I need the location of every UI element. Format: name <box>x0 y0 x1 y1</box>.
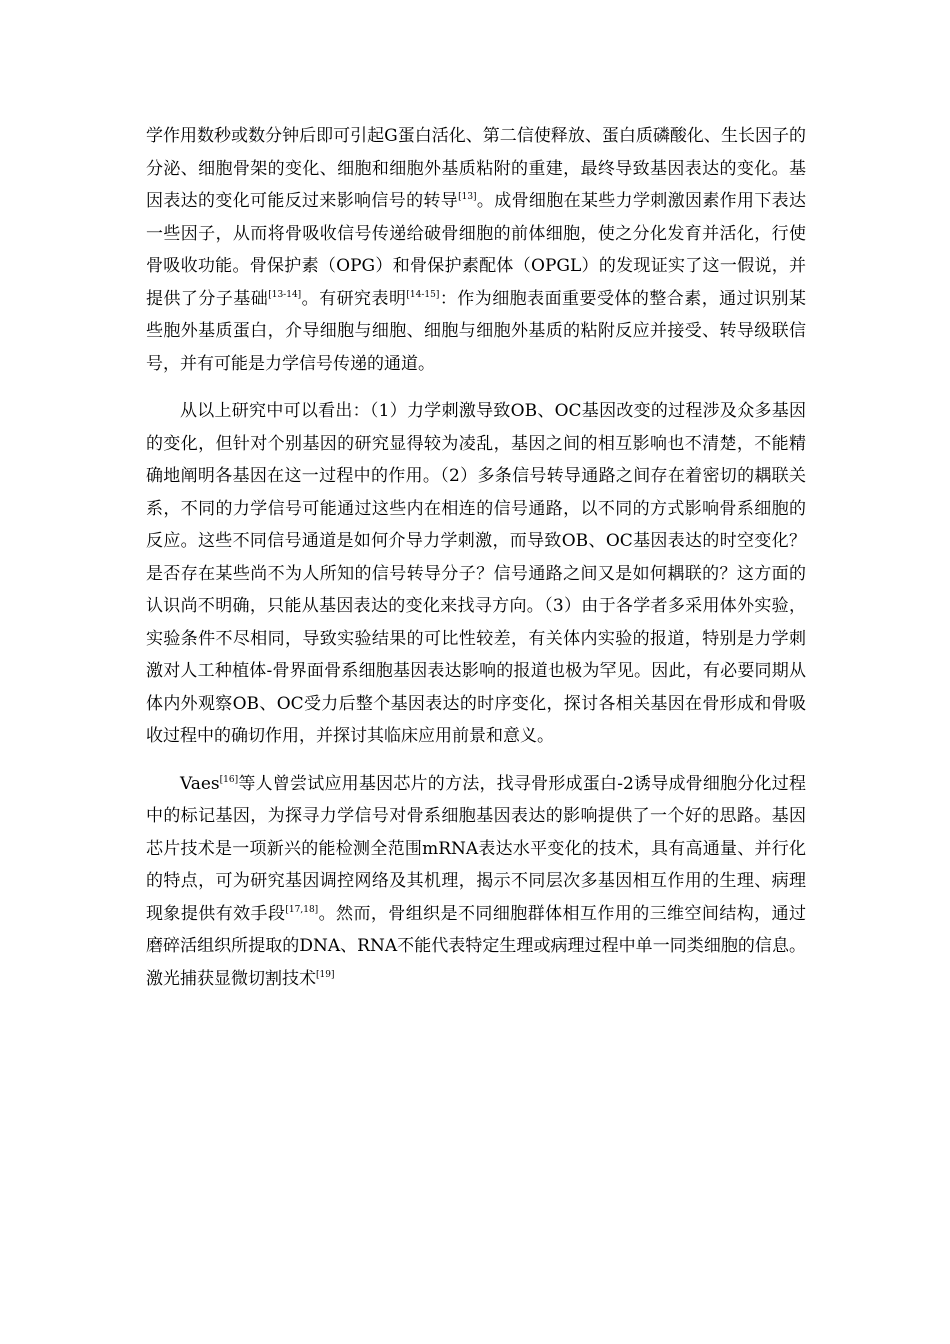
paragraph-2 <box>146 395 806 753</box>
text-run: 从以上研究中可以看出：（1）力学刺激导致OB、OC基因改变的过程涉及众多基因的变化，但针对个别基因的研究显得较为凌乱，基因之间的相互影响也不清楚，不能精确地阐明各基因在这一过程中的作用。（2）多条信号转导通路之间存在着密切的耦联关系，不同的力学信号可能通过这些内在相连的信号通路，以不同的方式影响骨系细胞的反应。这些不同信号通道是如何介导力学刺激，而导致OB、OC基因表达的时空变化？是否存在某些尚不为人所知的信号转导分子？信号通路之间又是如何耦联的？这方面的认识尚不明确，只能从基因表达的变化来找寻方向。（3）由于各学者多采用体外实验，实验条件不尽相同，导致实验结果的可比性较差，有关体内实验的报道，特别是力学刺激对人工种植体-骨界面骨系细胞基因表达影响的报道也极为罕见。因此，有必要同期从体内外观察OB、OC受力后整个基因表达的时序变化，探讨各相关基因在骨形成和骨吸收过程中的确切作用，并探讨其临床应用前景和意义。 <box>146 401 806 746</box>
citation: [17,18] <box>285 904 319 915</box>
text-run: 。成骨细胞在某些力学刺激因素作用下表达一些因子，从而将骨吸收信号传递给破骨细胞的前体细胞，使之分化发育并活化，行使骨吸收功能。骨保护素（OPG）和骨保护素配体（OPGL）的发现证实了这一假说，并提供了分子基础 <box>146 191 807 309</box>
citation: [13] <box>458 192 477 202</box>
text-run: ：作为细胞表面重要受体的整合素，通过识别某些胞外基质蛋白，介导细胞与细胞、细胞与细胞外基质的粘附反应并接受、转导级联信号，并有可能是力学信号传递的通道。 <box>146 288 807 374</box>
text-run: 。然而，骨组织是不同细胞群体相互作用的三维空间结构，通过磨碎活组织所提取的DNA、RNA不能代表特定生理或病理过程中单一同类细胞的信息。激光捕获显微切割技术 <box>146 903 807 989</box>
document-page <box>146 120 806 995</box>
citation: [14-15] <box>406 289 440 300</box>
paragraph-1 <box>146 120 806 380</box>
text-run: 等人曾尝试应用基因芯片的方法，找寻骨形成蛋白-2诱导成骨细胞分化过程中的标记基因，为探寻力学信号对骨系细胞基因表达的影响提供了一个好的思路。基因芯片技术是一项新兴的能检测全范围mRNA表达水平变化的技术，具有高通量、并行化的特点，可为研究基因调控网络及其机理，揭示不同层次多基因相互作用的生理、病理现象提供有效手段 <box>146 773 806 924</box>
citation: [16] <box>219 774 239 785</box>
citation: [13-14] <box>268 289 302 300</box>
text-run: 学作用数秒或数分钟后即可引起G蛋白活化、第二信使释放、蛋白质磷酸化、生长因子的分泌、细胞骨架的变化、细胞和细胞外基质粘附的重建，最终导致基因表达的变化。基因表达的变化可能反过来影响信号的转导 <box>146 126 806 211</box>
citation: [19] <box>316 969 335 980</box>
paragraph-3 <box>146 768 806 996</box>
text-run: Vaes <box>180 773 220 794</box>
text-run: 。有研究表明 <box>301 288 407 309</box>
